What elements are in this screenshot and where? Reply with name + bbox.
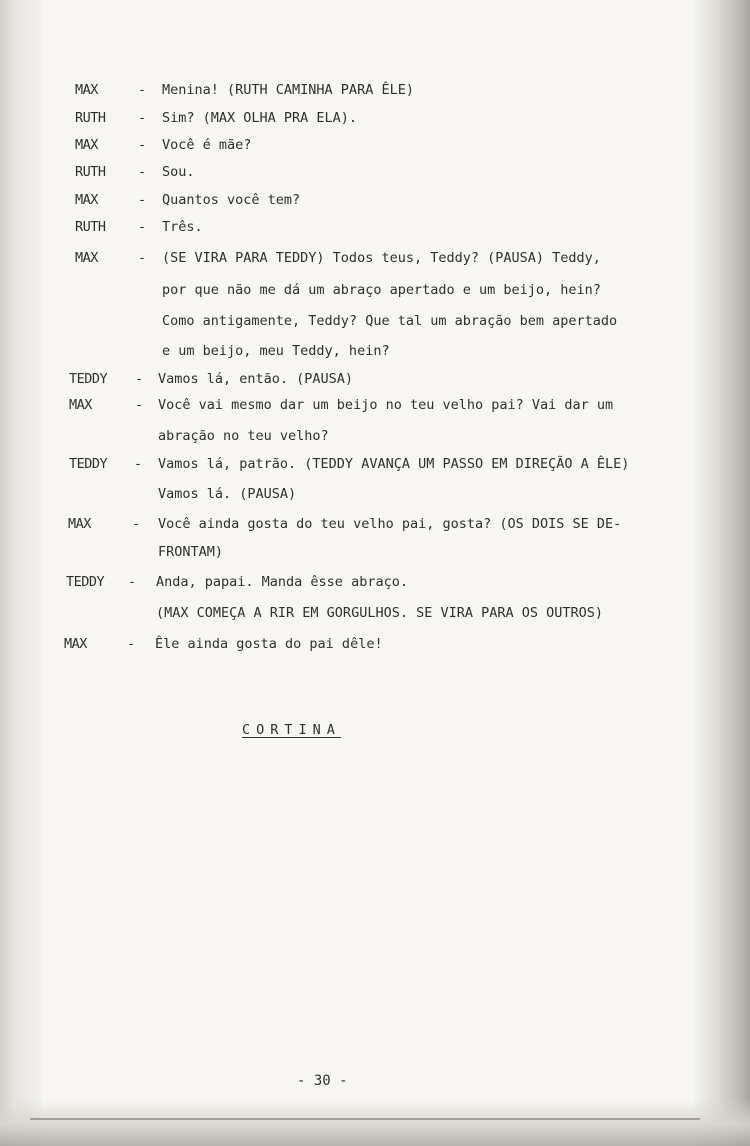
dialogue-text: Anda, papai. Manda êsse abraço. (156, 574, 408, 590)
dialogue-line (0, 278, 750, 302)
dialogue-line (0, 512, 750, 536)
dialogue-text: Três. (162, 219, 203, 235)
dialogue-line (0, 78, 750, 102)
dialogue-dash: - (128, 574, 137, 590)
dialogue-line (0, 540, 750, 564)
dialogue-line (0, 133, 750, 157)
dialogue-line (0, 482, 750, 506)
dialogue-text: abração no teu velho? (158, 428, 329, 444)
page-bottom-shadow (0, 1098, 750, 1146)
speaker-name: TEDDY (66, 574, 105, 590)
speaker-name: RUTH (75, 164, 106, 180)
dialogue-dash: - (138, 219, 147, 235)
speaker-name: MAX (69, 397, 92, 413)
speaker-name: MAX (68, 516, 91, 532)
speaker-name: MAX (75, 250, 98, 266)
dialogue-line (0, 339, 750, 363)
dialogue-dash: - (132, 516, 141, 532)
dialogue-text: Êle ainda gosta do pai dêle! (155, 636, 383, 652)
dialogue-line (0, 393, 750, 417)
dialogue-text: e um beijo, meu Teddy, hein? (162, 343, 390, 359)
dialogue-line (0, 601, 750, 625)
dialogue-text: Sim? (MAX OLHA PRA ELA). (162, 110, 358, 126)
dialogue-line (0, 367, 750, 391)
speaker-name: RUTH (75, 110, 106, 126)
speaker-name: MAX (75, 137, 98, 153)
dialogue-dash: - (135, 371, 144, 387)
dialogue-line (0, 160, 750, 184)
dialogue-text: Menina! (RUTH CAMINHA PARA ÊLE) (162, 82, 414, 98)
dialogue-text: Você ainda gosta do teu velho pai, gosta? (OS DOIS SE DE- (158, 516, 622, 532)
dialogue-text: Vamos lá, então. (PAUSA) (158, 371, 354, 387)
speaker-name: MAX (64, 636, 87, 652)
dialogue-text: Sou. (162, 164, 195, 180)
speaker-name: RUTH (75, 219, 106, 235)
page-edge-line (30, 1118, 700, 1120)
speaker-name: MAX (75, 192, 98, 208)
dialogue-dash: - (138, 137, 147, 153)
dialogue-line (0, 632, 750, 656)
dialogue-dash: - (138, 164, 147, 180)
dialogue-line (0, 215, 750, 239)
dialogue-text: Você vai mesmo dar um beijo no teu velho pai? Vai dar um (158, 397, 614, 413)
dialogue-text: Quantos você tem? (162, 192, 301, 208)
dialogue-text: FRONTAM) (158, 544, 224, 560)
dialogue-dash: - (134, 456, 143, 472)
dialogue-text: Vamos lá. (PAUSA) (158, 486, 297, 502)
dialogue-text: (SE VIRA PARA TEDDY) Todos teus, Teddy? (PAUSA) Teddy, (162, 250, 601, 266)
dialogue-text: por que não me dá um abraço apertado e um beijo, hein? (162, 282, 601, 298)
dialogue-dash: - (138, 82, 147, 98)
dialogue-text: (MAX COMEÇA A RIR EM GORGULHOS. SE VIRA PARA OS OUTROS) (156, 605, 604, 621)
page-number: - 30 - (297, 1073, 348, 1089)
dialogue-text: Vamos lá, patrão. (TEDDY AVANÇA UM PASSO EM DIREÇÃO A ÊLE) (158, 456, 630, 472)
speaker-name: TEDDY (69, 371, 108, 387)
dialogue-dash: - (138, 110, 147, 126)
dialogue-dash: - (138, 192, 147, 208)
dialogue-text: Você é mãe? (162, 137, 252, 153)
dialogue-dash: - (127, 636, 136, 652)
dialogue-line (0, 309, 750, 333)
curtain-heading: CORTINA (242, 722, 341, 738)
speaker-name: MAX (75, 82, 98, 98)
dialogue-dash: - (138, 250, 147, 266)
speaker-name: TEDDY (69, 456, 108, 472)
dialogue-line (0, 188, 750, 212)
dialogue-line (0, 106, 750, 130)
dialogue-line (0, 570, 750, 594)
dialogue-line (0, 452, 750, 476)
dialogue-dash: - (135, 397, 144, 413)
dialogue-line (0, 424, 750, 448)
dialogue-line (0, 246, 750, 270)
dialogue-text: Como antigamente, Teddy? Que tal um abração bem apertado (162, 313, 618, 329)
